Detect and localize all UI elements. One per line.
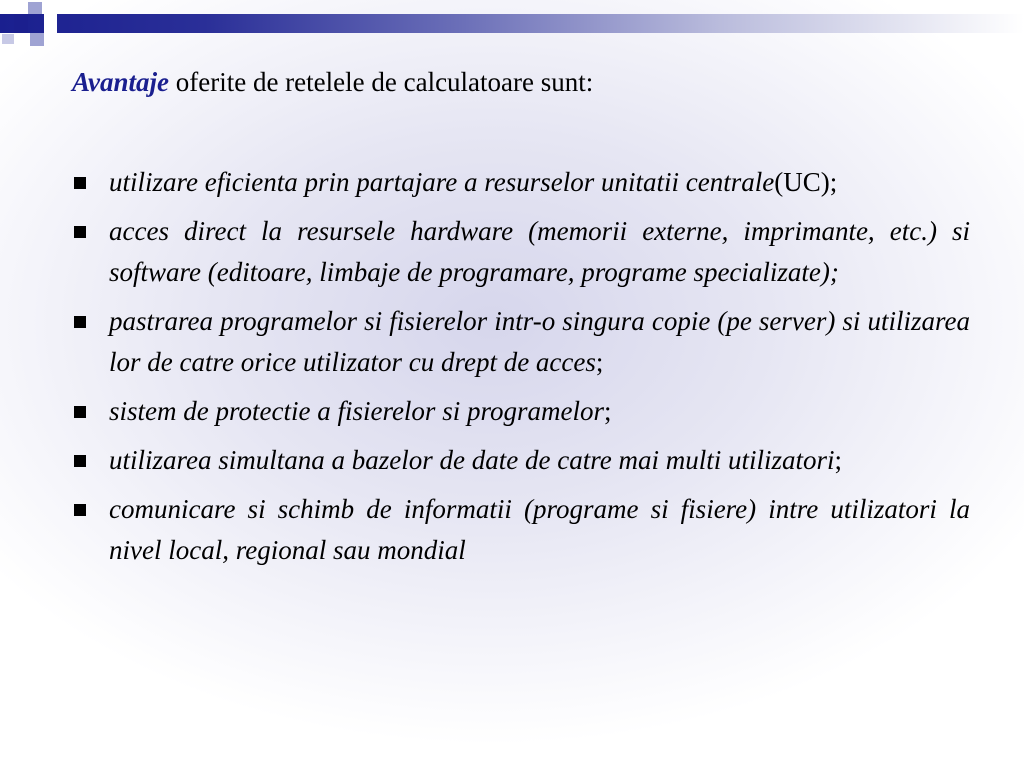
square-bullet-icon xyxy=(74,504,86,516)
slide-heading xyxy=(72,64,593,100)
item-italic-text: sistem de protectie a fisierelor si programelor xyxy=(109,396,604,426)
decor-square xyxy=(44,14,57,33)
list-item xyxy=(70,211,970,293)
heading-text: oferite de retelele de calculatoare sunt: xyxy=(169,67,594,97)
decor-square xyxy=(30,33,44,46)
square-bullet-icon xyxy=(74,177,86,189)
square-bullet-icon xyxy=(74,406,86,418)
header-gradient-bar xyxy=(0,14,1024,33)
square-bullet-icon xyxy=(74,226,86,238)
list-item xyxy=(70,162,970,203)
item-plain-text: ; xyxy=(834,445,842,475)
list-item xyxy=(70,301,970,383)
square-bullet-icon xyxy=(74,316,86,328)
item-italic-text: utilizarea simultana a bazelor de date de catre mai multi utilizatori xyxy=(109,445,835,475)
heading-emphasis: Avantaje xyxy=(72,67,169,97)
item-italic-text: pastrarea programelor si fisierelor intr-o singura copie (pe server) si utilizarea lor de catre orice utilizator cu drept de acces xyxy=(109,306,970,377)
item-plain-text: ; xyxy=(603,396,612,426)
item-plain-text: ; xyxy=(595,347,604,377)
list-item xyxy=(70,440,970,481)
square-bullet-icon xyxy=(74,455,86,467)
item-italic-text: acces direct la resursele hardware (memorii externe, imprimante, etc.) si software (editoare, limbaje de programare, programe specializate); xyxy=(109,216,970,287)
item-italic-text: comunicare si schimb de informatii (programe si fisiere) intre utilizatori la nivel local, regional sau mondial xyxy=(109,494,970,565)
decor-square xyxy=(2,34,14,44)
list-item xyxy=(70,391,970,432)
decor-square xyxy=(28,2,42,14)
item-italic-text: utilizare eficienta prin partajare a resurselor unitatii centrale xyxy=(109,167,775,197)
decor-square xyxy=(14,14,28,33)
advantages-list xyxy=(70,162,970,579)
item-plain-text: (UC); xyxy=(774,167,838,197)
decor-square xyxy=(0,0,11,12)
list-item xyxy=(70,489,970,571)
